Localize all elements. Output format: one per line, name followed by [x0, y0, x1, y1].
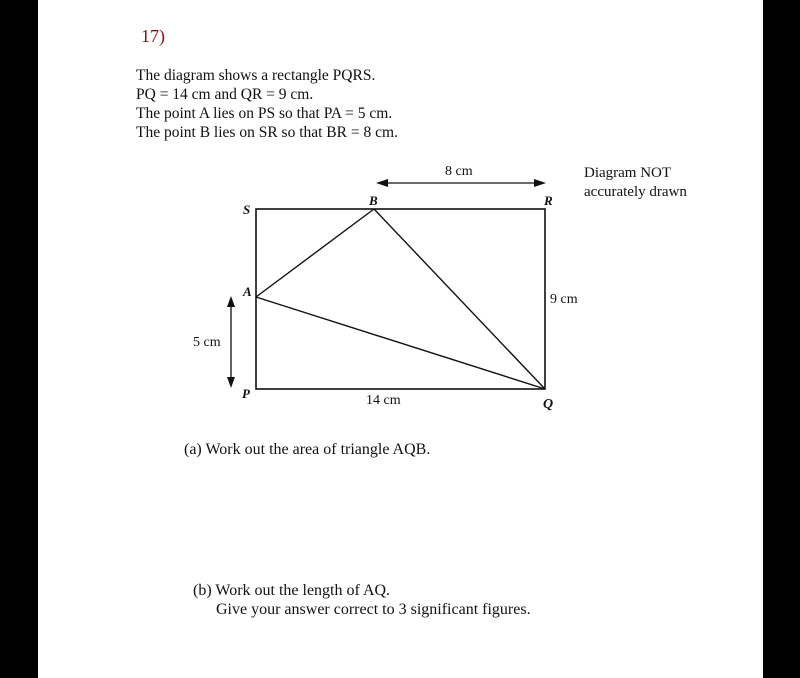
- measurement-qr: 9 cm: [550, 292, 578, 307]
- intro-line-3: The point A lies on PS so that PA = 5 cm.: [136, 105, 393, 122]
- intro-line-4: The point B lies on SR so that BR = 8 cm.: [136, 124, 398, 141]
- pa-arrowhead-down: [227, 377, 235, 388]
- vertex-label-a: A: [243, 284, 252, 299]
- pa-arrowhead-up: [227, 296, 235, 307]
- br-arrowhead-right: [534, 179, 546, 187]
- vertex-label-s: S: [243, 202, 251, 217]
- diagram-note-line-1: Diagram NOT: [584, 165, 672, 181]
- vertex-label-p: P: [242, 386, 250, 401]
- diagram-note-line-2: accurately drawn: [584, 184, 687, 200]
- part-b-question-line-2: Give your answer correct to 3 significant figures.: [216, 601, 531, 618]
- question-number: 17): [141, 26, 165, 46]
- vertex-label-b: B: [369, 193, 378, 208]
- intro-line-1: The diagram shows a rectangle PQRS.: [136, 67, 376, 84]
- intro-line-2: PQ = 14 cm and QR = 9 cm.: [136, 86, 314, 103]
- measurement-br: 8 cm: [445, 164, 473, 179]
- rectangle-diagram: [38, 0, 763, 678]
- measurement-pa: 5 cm: [193, 335, 221, 350]
- segment-ab: [256, 209, 374, 297]
- part-a-question: (a) Work out the area of triangle AQB.: [184, 441, 431, 458]
- vertex-label-q: Q: [543, 397, 554, 412]
- br-arrowhead-left: [376, 179, 388, 187]
- measurement-pq: 14 cm: [366, 393, 401, 408]
- worksheet-page: [38, 0, 763, 678]
- vertex-label-r: R: [544, 193, 553, 208]
- part-b-question-line-1: (b) Work out the length of AQ.: [193, 582, 391, 599]
